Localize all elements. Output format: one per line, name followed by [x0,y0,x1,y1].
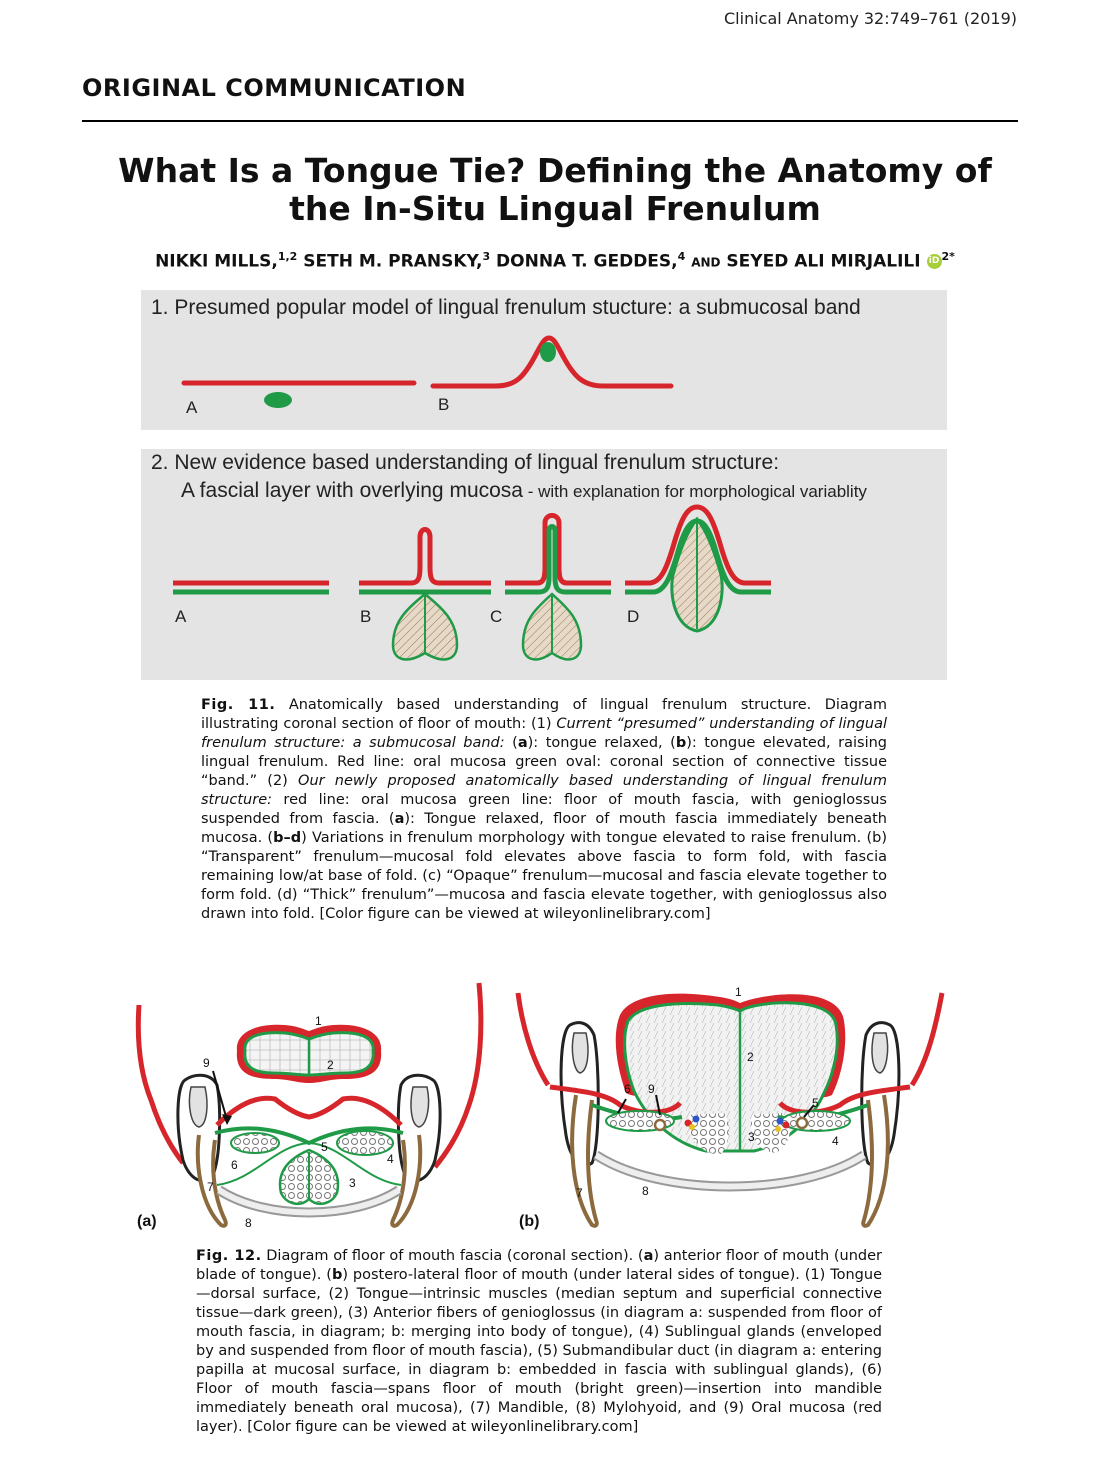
author-affiliation: 2* [941,250,955,263]
caption-text: ) anterior floor of mouth (under blade of tongue). ( [196,1248,882,1283]
label-9: 9 [203,1056,210,1070]
label-2: 2 [327,1058,334,1072]
author-name: SEYED ALI MIRJALILI [726,251,921,272]
panel-2-label-a: A [175,607,187,626]
caption-text: Anatomically based understanding of lingual frenulum structure. Diagram illustrating coronal section of floor of mouth: (1) [201,697,888,732]
figure-12b-diagram [510,975,950,1240]
panel-2-label-b: B [360,607,372,626]
label-6: 6 [624,1082,631,1096]
c-mucosa-fold [505,516,611,584]
caption-bold: a [643,1248,654,1264]
caption-bold: b [331,1267,343,1283]
author-affiliation: 4 [677,250,686,263]
figure-11-caption [201,696,887,924]
figure-12a-label: (a) [137,1213,157,1230]
submandibular-duct-left [655,1120,665,1130]
section-heading: ORIGINAL COMMUNICATION [82,74,467,102]
caption-italic: Current “presumed” understanding of lingual frenulum structure: a submucosal band: [201,716,887,751]
fig-11-label: Fig. 11. [201,697,276,713]
label-1: 1 [735,985,742,999]
title-line-2: the In-Situ Lingual Frenulum [289,189,821,228]
panel-2-subheading-main: A fascial layer with overlying mucosa [181,479,523,502]
label-7: 7 [207,1180,214,1194]
caption-italic: Our newly proposed anatomically based understanding of lingual frenulum structure: [201,773,888,808]
figure-11-panel-1 [141,290,947,430]
panel-2-label-d: D [627,607,640,626]
author-name: DONNA T. GEDDES, [496,251,678,272]
journal-citation: Clinical Anatomy 32:749–761 (2019) [724,9,1017,28]
b-mucosa-fold [359,530,491,584]
floor-mucosa [217,1098,401,1125]
panel-1-diagram [141,290,947,430]
label-5: 5 [321,1140,328,1154]
caption-text: ( [504,735,518,751]
and-word: AND [691,255,721,270]
caption-text: ): tongue relaxed, ( [527,735,676,751]
label-9: 9 [648,1082,655,1096]
caption-text: ): tongue elevated, raising lingual frenulum. Red line: oral mucosa green oval: coronal section of connective tissue “band.” (2) [201,735,888,789]
figure-12a-diagram [125,975,495,1240]
caption-bold: a [517,735,528,751]
mandible-right [392,1135,420,1226]
label-4: 4 [832,1134,839,1148]
panel-2-label-c: C [490,607,503,626]
label-5: 5 [812,1096,819,1110]
submucosal-band-oval [264,392,292,408]
author-affiliation: 3 [482,250,491,263]
figure-11-panel-2 [141,449,947,680]
sublingual-gland-right [782,1111,850,1131]
panel-2-subheading-rest: - with explanation for morphological variablity [522,482,867,501]
panel-2-heading: 2. New evidence based understanding of lingual frenulum structure: [151,451,780,474]
caption-text: ) Variations in frenulum morphology with tongue elevated to raise frenulum. (b) “Transparent” frenulum—mucosal fold elevates above fascia to form fold, with fascia remaining low/at base of fold. (c) “Opaque” frenulum—mucosal and fascia elevate together to form fold. (d) “Thick” frenulum”—mucosa and fascia elevate together, with genioglossus also drawn into fold. [Color figure can be viewed at wileyonlinelibrary.com] [201,830,887,922]
author-name: SETH M. PRANSKY, [303,251,483,272]
lip-right [912,993,942,1085]
panel-1-heading: 1. Presumed popular model of lingual frenulum stucture: a submucosal band [151,296,861,319]
panel-1-label-a: A [186,398,198,417]
caption-bold: a [394,811,405,827]
panel-2-diagram [141,449,947,680]
label-2: 2 [747,1050,754,1064]
label-8: 8 [245,1216,252,1230]
caption-text: ) postero-lateral floor of mouth (under lateral sides of tongue). (1) Tongue—dorsal surface, (2) Tongue—intrinsic muscles (median septum and superficial connective tissue—dark green), (3) Anterior fibers of genioglossus (in diagram a: suspended from floor of mouth fascia, in diagram; b: merging into body of tongue), (4) Sublingual glands (enveloped by and suspended from floor of mouth fascia), (5) Submandibular duct (in diagram a: entering papilla at mucosal surface, in diagram b: embedded in fascia with sublingual glands), (6) Floor of mouth fascia—spans floor of mouth (bright green)—insertion into mandible immediately beneath oral mucosa), (7) Mandible, (8) Mylohyoid, and (9) Oral mucosa (red layer). [Color figure can be viewed at wileyonlinelibrary.com] [196,1267,882,1435]
label-1: 1 [315,1014,322,1028]
figure-12b-label: (b) [519,1213,540,1230]
label-6: 6 [231,1158,238,1172]
panel-1-label-b: B [438,395,450,414]
sublingual-gland-left [231,1133,279,1153]
caption-bold: b–d [273,830,302,846]
label-3: 3 [349,1176,356,1190]
caption-text: red line: oral mucosa green line: floor of mouth fascia, with genioglossus suspended from fascia. ( [201,792,887,827]
article-title [60,152,1050,228]
author-name: NIKKI MILLS, [155,251,278,272]
lip-left [518,993,548,1085]
label-3: 3 [748,1130,755,1144]
lip-right [435,983,481,1167]
label-7: 7 [576,1186,583,1200]
orcid-icon[interactable]: iD [927,254,942,269]
author-affiliation: 1,2 [277,250,298,263]
sublingual-gland-right [337,1131,393,1155]
title-line-1: What Is a Tongue Tie? Defining the Anatomy of [118,151,992,190]
submandibular-duct-right [797,1118,807,1128]
label-8: 8 [642,1184,649,1198]
caption-bold: b [675,735,687,751]
label-4: 4 [387,1152,394,1166]
author-list [60,250,1050,272]
caption-text: ): Tongue relaxed, floor of mouth fascia immediately beneath mucosa. ( [201,811,887,846]
lip-left [138,1005,183,1163]
caption-text: Diagram of floor of mouth fascia (coronal section). ( [261,1248,644,1264]
elevated-band-oval [540,342,556,362]
header-rule [82,120,1018,122]
figure-12-caption [196,1247,882,1437]
fig-12-label: Fig. 12. [196,1248,262,1264]
